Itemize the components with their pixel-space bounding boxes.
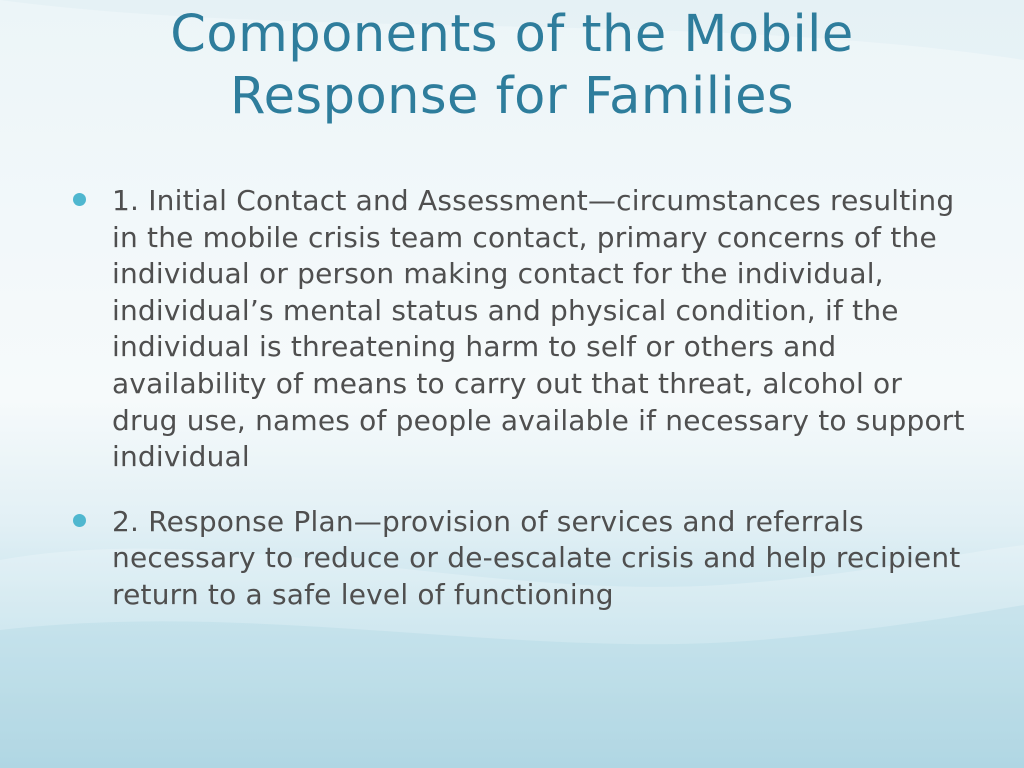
bullet-list bbox=[72, 183, 972, 642]
bullet-dot-icon bbox=[73, 514, 86, 527]
bullet-dot-icon bbox=[73, 193, 86, 206]
bullet-text: 2. Response Plan—provision of services and referrals necessary to reduce or de-escalate crisis and help recipient return to a safe level of functioning bbox=[112, 504, 961, 611]
bullet-text: 1. Initial Contact and Assessment—circumstances resulting in the mobile crisis team contact, primary concerns of the individual or person making contact for the individual, individual’s mental status and physical condition, if the individual is threatening harm to self or others and availability of means to carry out that threat, alcohol or drug use, names of people available if necessary to support individual bbox=[112, 184, 965, 474]
bullet-item-response-plan bbox=[72, 504, 972, 614]
bullet-item-initial-contact bbox=[72, 183, 972, 476]
slide-title: Components of the Mobile Response for Families bbox=[170, 5, 854, 126]
